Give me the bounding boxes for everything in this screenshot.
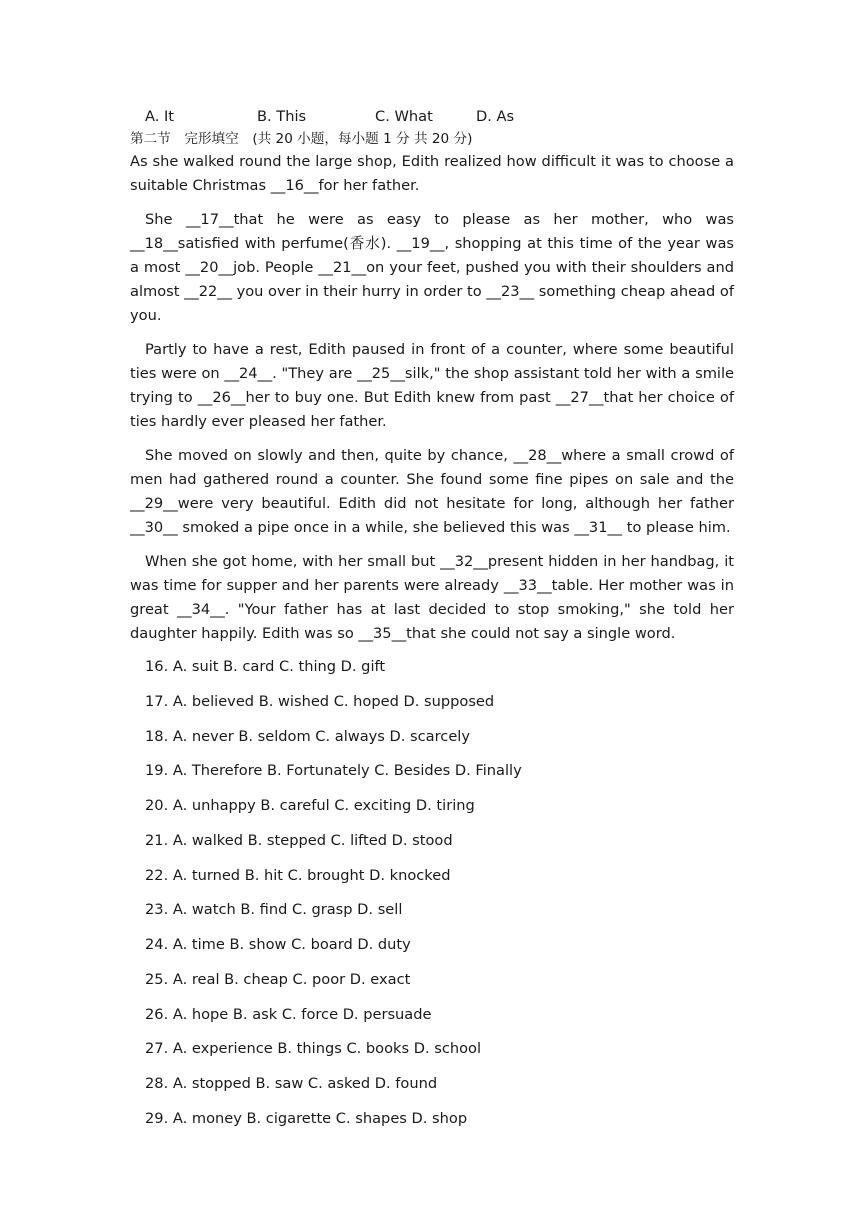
question-21: 21. A. walked B. stepped C. lifted D. stood [145,831,453,849]
question-18: 18. A. never B. seldom C. always D. scarcely [145,727,470,745]
question-24: 24. A. time B. show C. board D. duty [145,936,411,953]
passage-paragraph-3: Partly to have a rest, Edith paused in front of a counter, where some beautiful ties were on __24__. "They are __25__silk," the shop assistant told her with a smile trying to __26__her to buy one. But Edith knew from past __27__that her choice of ties hardly ever pleased her father. [130,341,734,430]
question-19: 19. A. Therefore B. Fortunately C. Besides D. Finally [145,762,522,780]
question-25: 25. A. real B. cheap C. poor D. exact [145,970,411,988]
question-20: 20. A. unhappy B. careful C. exciting D. tiring [145,797,475,814]
question-23: 23. A. watch B. find C. grasp D. sell [145,901,403,919]
question-29: 29. A. money B. cigarette C. shapes D. shop [145,1109,468,1127]
question-22: 22. A. turned B. hit C. brought D. knocked [145,866,451,884]
section-title-text: 第二节 完形填空 (共 20 小题，每小题 1 分 共 20 分) [130,131,473,147]
option-b: B. This [257,108,307,125]
passage-paragraph-4: She moved on slowly and then, quite by chance, __28__where a small crowd of men had gathered round a counter. She found some fine pipes on sale and the __29__were very beautiful. Edith did not hesitate for long, although her father __30__ smoked a pipe once in a while, she believed this was __31__ to please him. [130,447,734,536]
passage-paragraph-1: As she walked round the large shop, Edith realized how difficult it was to choose a suitable Christmas __16__for her father. [130,153,734,194]
document-page [130,106,734,1143]
option-d: D. As [476,108,515,125]
option-a: A. It [145,108,175,125]
question-16: 16. A. suit B. card C. thing D. gift [145,658,386,675]
section-title [130,128,734,150]
previous-question-options [130,106,734,128]
passage-paragraph-5: When she got home, with her small but __32__present hidden in her handbag, it was time for supper and her parents were already __33__table. Her mother was in great __34__. "Your father has at last decided to stop smoking," she told her daughter happily. Edith was so __35__that she could not say a single word. [130,553,734,642]
passage-paragraph-2: She __17__that he were as easy to please as her mother, who was __18__satisfied with perfume(香水). __19__, shopping at this time of the year was a most __20__job. People __21__on your feet, pushed you with their shoulders and almost __22__ you over in their hurry in order to __23__ something cheap ahead of you. [130,211,734,324]
question-list [130,656,734,1143]
option-c: C. What [375,108,433,125]
question-27: 27. A. experience B. things C. books D. school [145,1040,482,1058]
question-26: 26. A. hope B. ask C. force D. persuade [145,1005,432,1023]
question-28: 28. A. stopped B. saw C. asked D. found [145,1075,438,1092]
question-17: 17. A. believed B. wished C. hoped D. supposed [145,692,495,710]
